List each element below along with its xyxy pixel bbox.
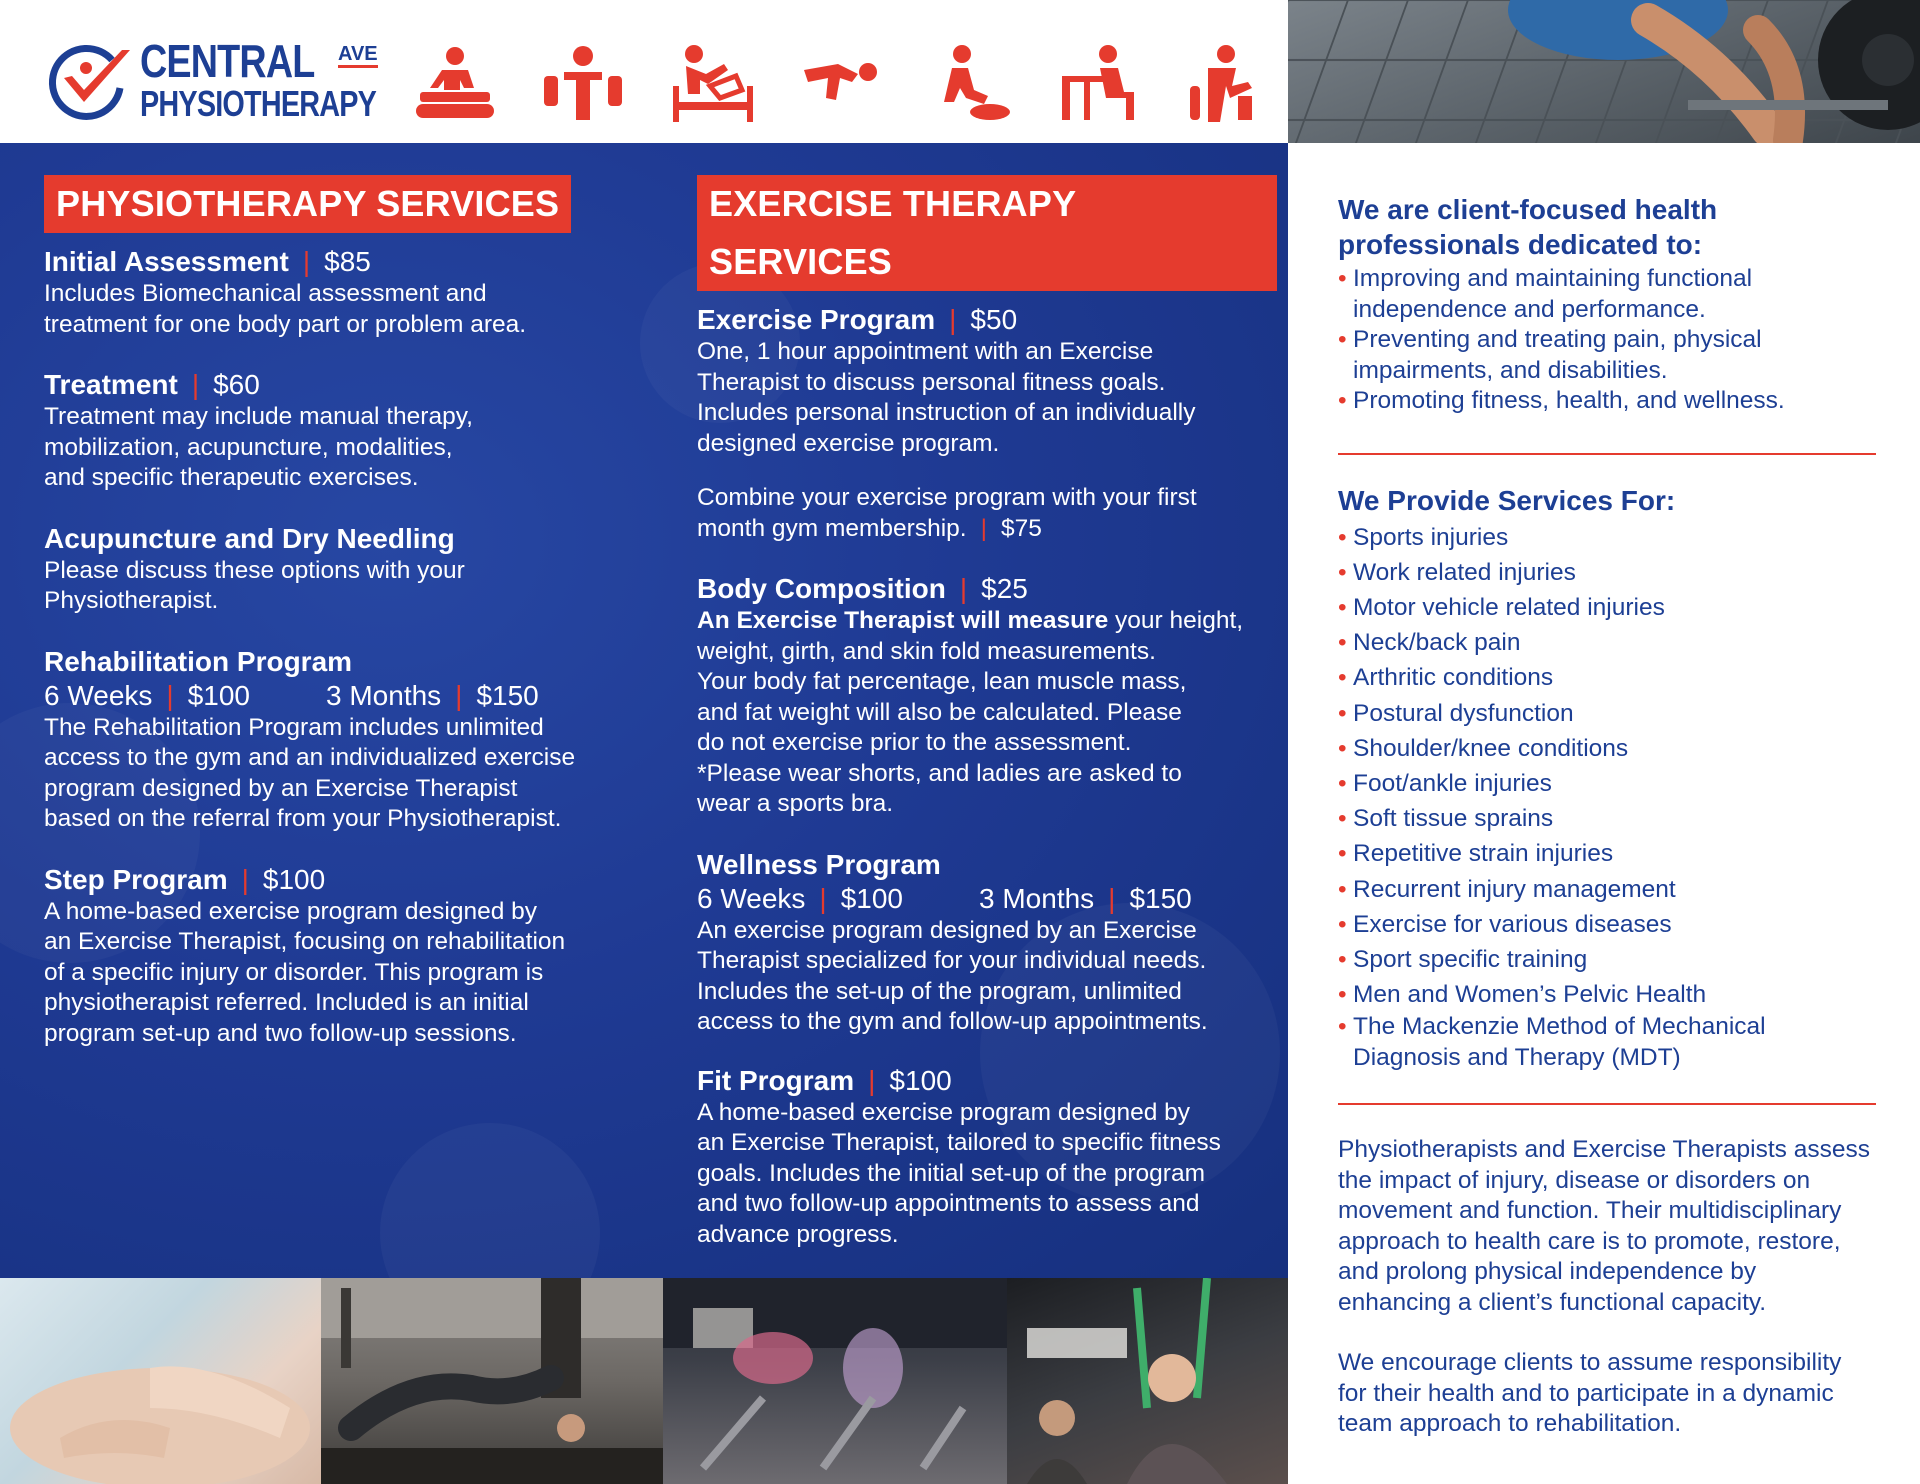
separator: | (959, 573, 968, 604)
service-body-line: One, 1 hour appointment with an Exercise (697, 338, 1154, 365)
option-label: 6 Weeks (44, 679, 153, 711)
service-body-line: Includes Biomechanical assessment and (44, 280, 487, 307)
services-for-heading: We Provide Services For: (1338, 484, 1676, 516)
service-body-line: Treatment may include manual therapy, (44, 403, 473, 430)
heading-line: professionals dedicated to: (1338, 229, 1703, 260)
service-fit-program (697, 1064, 1277, 1251)
separator: | (302, 246, 311, 277)
service-body-line: Therapist to discuss personal fitness goals. (697, 368, 1166, 396)
exercise-therapy-heading: EXERCISE THERAPY SERVICES (697, 175, 1277, 291)
list-item: • Motor vehicle related injuries (1338, 590, 1878, 625)
list-item: • Sports injuries (1338, 520, 1878, 555)
logo-mark-icon (42, 44, 132, 124)
service-title: Step Program (44, 863, 228, 895)
service-body-line: an Exercise Therapist, focusing on rehabilitation (44, 928, 566, 955)
service-title: Exercise Program (697, 304, 936, 335)
floor-exercise-icon (800, 42, 886, 128)
services-for-list (1338, 520, 1878, 1074)
service-body-line: Your body fat percentage, lean muscle mass, (697, 668, 1187, 695)
service-body-line: treatment for one body part or problem area. (44, 310, 527, 338)
list-item: • Arthritic conditions (1338, 660, 1878, 695)
service-body-line: designed exercise program. (697, 429, 1000, 457)
service-body-strong: An Exercise Therapist will measure (697, 607, 1109, 634)
kneeling-exercise-icon (930, 42, 1016, 128)
service-price: $50 (970, 304, 1018, 335)
service-body-line: Therapist specialized for your individual needs. (697, 947, 1207, 974)
service-body-line: mobilization, acupuncture, modalities, (44, 433, 453, 461)
brand-name-line2: PHYSIOTHERAPY (140, 83, 377, 124)
service-body-line: program set-up and two follow-up sessions. (44, 1019, 517, 1047)
seated-exercise-icon (540, 42, 626, 128)
separator: | (949, 304, 957, 335)
service-exercise-program (697, 303, 1277, 544)
service-title: Body Composition (697, 573, 946, 604)
service-body-line: access to the gym and an individualized exercise (44, 744, 576, 771)
service-body-line: program designed by an Exercise Therapist (44, 774, 518, 802)
brand-name-line1: CENTRAL (140, 35, 315, 87)
treadmill-photo (663, 1278, 1007, 1484)
separator: | (455, 679, 463, 711)
logo (42, 35, 378, 126)
resistance-band-photo (1007, 1278, 1288, 1484)
weightlifting-photo (1288, 0, 1920, 143)
option-price: $100 (840, 882, 903, 914)
service-body-line: Physiotherapist. (44, 587, 219, 614)
service-step-program (44, 863, 624, 1050)
physiotherapy-column (44, 175, 624, 1049)
list-item: • Preventing and treating pain, physical impairments, and disabilities. (1338, 325, 1878, 386)
service-body-line: wear a sports bra. (697, 790, 894, 817)
service-initial-assessment (44, 245, 624, 340)
service-title: Rehabilitation Program (44, 645, 353, 677)
caregiver-icon (1186, 42, 1272, 128)
brand-ave-tag: AVE (338, 44, 378, 68)
service-body-line: *Please wear shorts, and ladies are asked to (697, 759, 1182, 787)
separator: | (819, 882, 827, 914)
option-price: $150 (476, 679, 539, 711)
list-item: • Postural dysfunction (1338, 696, 1878, 731)
dedicated-heading (1338, 192, 1878, 262)
service-body-line: an Exercise Therapist, tailored to specific fitness (697, 1129, 1221, 1156)
service-body-line: advance progress. (697, 1220, 899, 1248)
weightlifting-photo-art (1288, 0, 1920, 143)
list-item: • Promoting fitness, health, and wellness. (1338, 386, 1878, 417)
service-body-line: Includes the set-up of the program, unlimited (697, 977, 1182, 1005)
desk-posture-icon (1058, 42, 1144, 128)
about-column (1338, 192, 1878, 1440)
assisted-stretch-icon (670, 42, 756, 128)
service-rehabilitation-program (44, 645, 624, 835)
physiotherapy-heading: PHYSIOTHERAPY SERVICES (44, 175, 571, 233)
service-body-line: The Rehabilitation Program includes unlimited (44, 713, 544, 741)
list-item: • Shoulder/knee conditions (1338, 731, 1878, 766)
list-item: • Work related injuries (1338, 555, 1878, 590)
massage-photo (0, 1278, 321, 1484)
background-molecule-shape (380, 1123, 600, 1278)
list-item: • Improving and maintaining functional independence and performance. (1338, 264, 1878, 325)
service-price: $100 (262, 863, 326, 895)
service-body-line: and specific therapeutic exercises. (44, 464, 419, 491)
service-body-line: An exercise program designed by an Exercise (697, 916, 1197, 944)
service-body-line: your height, (1108, 607, 1244, 634)
option-label: 3 Months (326, 679, 442, 711)
separator: | (166, 679, 174, 711)
service-body-line: physiotherapist referred. Included is an initial (44, 989, 529, 1016)
list-item: • Sport specific training (1338, 942, 1878, 977)
service-body-line: goals. Includes the initial set-up of the program (697, 1159, 1205, 1187)
service-treatment (44, 368, 624, 494)
service-title: Fit Program (697, 1064, 855, 1096)
service-body-line: Please discuss these options with your (44, 556, 465, 584)
about-paragraph: Physiotherapists and Exercise Therapists assess the impact of injury, disease or disorders on movement and function. Their multidisciplinary approach to health care is to promote, restore, and prolong physical independence by enhancing a client’s functional capacity. (1338, 1136, 1870, 1316)
services-panel (0, 143, 1288, 1278)
separator: | (868, 1064, 876, 1096)
service-body-line: Combine your exercise program with your first (697, 484, 1197, 511)
option-price: $150 (1129, 882, 1192, 914)
gym-floor-photo (321, 1278, 663, 1484)
separator: | (980, 514, 987, 542)
service-price: $100 (889, 1064, 952, 1096)
service-acupuncture (44, 522, 624, 617)
service-body-line: do not exercise prior to the assessment. (697, 729, 1132, 756)
list-item: • Exercise for various diseases (1338, 907, 1878, 942)
encourage-paragraph: We encourage clients to assume responsibility for their health and to participate in a dynamic team approach to rehabilitation. (1338, 1349, 1842, 1438)
service-body-line: A home-based exercise program designed by (44, 897, 538, 925)
service-body-line: A home-based exercise program designed by (697, 1098, 1191, 1126)
service-title: Wellness Program (697, 848, 941, 880)
list-item: • Foot/ankle injuries (1338, 766, 1878, 801)
service-title: Initial Assessment (44, 246, 289, 277)
list-item: • Soft tissue sprains (1338, 801, 1878, 836)
service-body-line: and two follow-up appointments to assess and (697, 1190, 1200, 1217)
list-item: • Repetitive strain injuries (1338, 836, 1878, 871)
service-body-line: and fat weight will also be calculated. Please (697, 698, 1182, 726)
option-price: $100 (187, 679, 250, 711)
service-wellness-program (697, 848, 1277, 1038)
service-price: $60 (213, 369, 260, 400)
service-title: Acupuncture and Dry Needling (44, 522, 455, 554)
service-title: Treatment (44, 369, 178, 400)
program-options (697, 882, 1277, 916)
service-body-line: based on the referral from your Physiotherapist. (44, 805, 562, 832)
service-body-line: of a specific injury or disorder. This program is (44, 958, 544, 986)
list-item: • Recurrent injury management (1338, 872, 1878, 907)
option-label: 6 Weeks (697, 882, 806, 914)
header (0, 0, 1288, 143)
separator: | (191, 369, 200, 400)
exercise-therapy-column (697, 175, 1277, 1250)
list-item: • The Mackenzie Method of Mechanical Diagnosis and Therapy (MDT) (1338, 1012, 1878, 1073)
separator: | (1108, 882, 1116, 914)
service-body-line: weight, girth, and skin fold measurements. (697, 637, 1156, 665)
list-item: • Neck/back pain (1338, 625, 1878, 660)
service-price: $85 (324, 246, 371, 277)
heading-line: We are client-focused health (1338, 194, 1718, 225)
program-options (44, 679, 624, 713)
option-label: 3 Months (979, 882, 1095, 914)
list-item: • Men and Women’s Pelvic Health (1338, 977, 1878, 1012)
separator: | (241, 863, 249, 895)
dedicated-list (1338, 264, 1878, 417)
service-price: $25 (981, 573, 1028, 604)
divider (1338, 1103, 1876, 1105)
service-body-line: month gym membership. (697, 514, 967, 542)
manual-therapy-icon (412, 42, 498, 128)
service-body-composition (697, 572, 1277, 820)
service-body-line: Includes personal instruction of an individually (697, 399, 1196, 426)
divider (1338, 453, 1876, 455)
combo-price: $75 (1000, 514, 1042, 542)
service-body-line: access to the gym and follow-up appointments. (697, 1008, 1208, 1035)
photo-strip (0, 1278, 1288, 1484)
